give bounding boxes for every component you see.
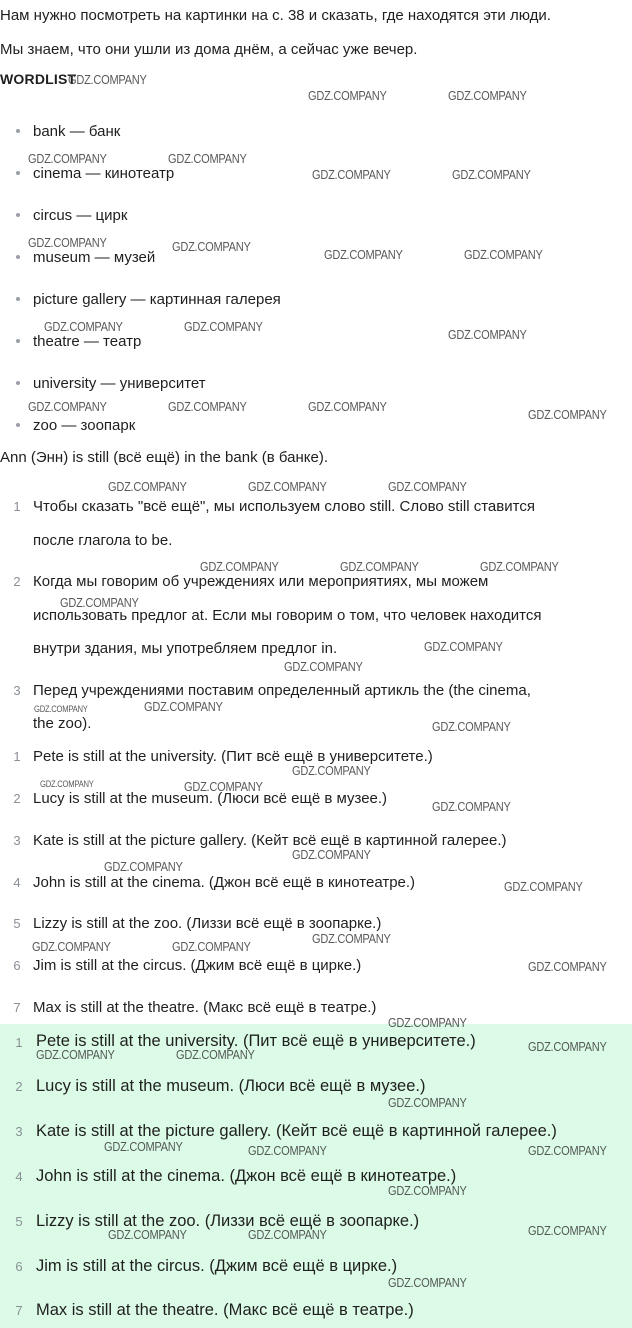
answer-text: Jim is still at the circus. (Джим всё ещё в цирке.): [33, 957, 362, 974]
watermark: GDZ.COMPANY: [168, 151, 247, 166]
watermark: GDZ.COMPANY: [448, 327, 527, 342]
bullet-icon: [16, 423, 20, 427]
watermark: GDZ.COMPANY: [528, 407, 607, 422]
watermark: GDZ.COMPANY: [184, 319, 263, 334]
watermark: GDZ.COMPANY: [60, 595, 139, 610]
answer-number: 2: [13, 791, 21, 806]
watermark: GDZ.COMPANY: [432, 719, 511, 734]
example-sentence: Ann (Энн) is still (всё ещё) in the bank (в банке).: [0, 449, 328, 466]
answer-number: 2: [15, 1079, 23, 1094]
solution-page: Нам нужно посмотреть на картинки на с. 38 и сказать, где находятся эти люди. Мы знаем, что они ушли из дома днём, а сейчас уже вечер. WORDLIST bank — банк cinema — кинотеатр circus — цирк museum — музей picture gallery — картинная галерея theatre — театр university — университет zoo — зоопарк Ann (Энн) is still (всё ещё) in the bank (в банке). 1 Чтобы сказать "всё ещё", мы используем слово still. Слово still ставится после глагола to be. 2 Когда мы говорим об учреждениях или мероприятиях, мы можем использовать предлог at. Если мы говорим о том, что человек находится внутри здания, мы употребляем предлог in. 3 Перед учреждениями поставим определенный артикль the (the cinema, the zoo). 1 Pete is still at the university. (Пит всё ещё в университете.) 2 Lucy is still at the museum. (Люси всё ещё в музее.) 3 Kate is still at the picture gallery. (Кейт всё ещё в картинной галерее.) 4 John is still at the cinema. (Джон всё ещё в кинотеатре.) 5 Lizzy is still at the zoo. (Лиззи всё ещё в зоопарке.) 6 Jim is still at the circus. (Джим всё ещё в цирке.) 7 Max is still at the theatre. (Макс всё ещё в театре.) 1 Pete is still at the university. (Пит всё ещё в университете.) 2 Lucy is still at the museum. (Люси всё ещё в музее.) 3 Kate is still at the picture gallery. (Кейт всё ещё в картинной галерее.) 4 John is still at the cinema. (Джон всё ещё в кинотеатре.) 5 Lizzy is still at the zoo. (Лиззи всё ещё в зоопарке.) 6 Jim is still at the circus. (Джим всё ещё в цирке.) 7 Max is still at the theatre. (Макс всё ещё в театре.) GDZ.COMPANY GDZ.COMPANY GDZ.COMPANY GDZ.COMPANY GDZ.COMPANY GDZ.COMPANY GDZ.COMPANY GDZ.COMPANY GDZ.COMPANY GDZ.COMPANY GDZ.COMPANY GDZ.COMPANY GDZ.COMPANY GDZ.COMPANY GDZ.COMPANY GDZ.COMPANY GDZ.COMPANY GDZ.COMPANY GDZ.COMPANY GDZ.COMPANY GDZ.COMPANY GDZ.COMPANY GDZ.COMPANY GDZ.COMPANY GDZ.COMPANY GDZ.COMPANY GDZ.COMPANY GDZ.COMPANY GDZ.COMPANY GDZ.COMPANY GDZ.COMPANY GDZ.COMPANY GDZ.COMPANY GDZ.COMPANY GDZ.COMPANY GDZ.COMPANY GDZ.COMPANY GDZ.COMPANY GDZ.COMPANY GDZ.COMPANY GDZ.COMPANY GDZ.COMPANY GDZ.COMPANY GDZ.COMPANY GDZ.COMPANY GDZ.COMPANY GDZ.COMPANY GDZ.COMPANY GDZ.COMPANY GDZ.COMPANY GDZ.COMPANY GDZ.COMPANY GDZ.COMPANY GDZ.COMPANY: [0, 0, 632, 1328]
watermark: GDZ.COMPANY: [452, 167, 531, 182]
watermark: GDZ.COMPANY: [28, 399, 107, 414]
watermark: GDZ.COMPANY: [312, 931, 391, 946]
watermark: GDZ.COMPANY: [480, 559, 559, 574]
watermark: GDZ.COMPANY: [184, 779, 263, 794]
watermark: GDZ.COMPANY: [388, 479, 467, 494]
intro-line-1: Нам нужно посмотреть на картинки на с. 38 и сказать, где находятся эти люди.: [0, 7, 551, 24]
watermark: GDZ.COMPANY: [200, 559, 279, 574]
answer-text: John is still at the cinema. (Джон всё ещё в кинотеатре.): [36, 1167, 457, 1185]
answer-text: Pete is still at the university. (Пит всё ещё в университете.): [33, 748, 433, 765]
answer-text: Lizzy is still at the zoo. (Лиззи всё ещё в зоопарке.): [33, 915, 382, 932]
bullet-icon: [16, 171, 20, 175]
answer-text: Max is still at the theatre. (Макс всё ещё в театре.): [36, 1301, 414, 1319]
watermark: GDZ.COMPANY: [308, 88, 387, 103]
watermark: GDZ.COMPANY: [432, 799, 511, 814]
watermark: GDZ.COMPANY: [44, 319, 123, 334]
rule-text: внутри здания, мы употребляем предлог in.: [33, 640, 338, 657]
wordlist-title: WORDLIST: [0, 71, 77, 87]
bullet-icon: [16, 213, 20, 217]
rule-text: the zoo).: [33, 715, 92, 732]
watermark: GDZ.COMPANY: [308, 399, 387, 414]
rule-text: использовать предлог at. Если мы говорим о том, что человек находится: [33, 607, 542, 624]
answer-number: 7: [15, 1303, 23, 1318]
answer-number: 4: [15, 1169, 23, 1184]
answer-text: Lucy is still at the museum. (Люси всё ещё в музее.): [36, 1077, 426, 1095]
answer-box: [0, 1024, 632, 1328]
answer-text: Lizzy is still at the zoo. (Лиззи всё ещё в зоопарке.): [36, 1212, 420, 1230]
watermark: GDZ.COMPANY: [424, 639, 503, 654]
rule-text: Перед учреждениями поставим определенный артикль the (the cinema,: [33, 682, 531, 699]
watermark: GDZ.COMPANY: [324, 247, 403, 262]
answer-number: 5: [13, 916, 21, 931]
intro-line-2: Мы знаем, что они ушли из дома днём, а сейчас уже вечер.: [0, 41, 418, 58]
watermark: GDZ.COMPANY: [312, 167, 391, 182]
watermark: GDZ.COMPANY: [284, 659, 363, 674]
answer-number: 7: [13, 1000, 21, 1015]
watermark: GDZ.COMPANY: [28, 235, 107, 250]
answer-number: 5: [15, 1214, 23, 1229]
bullet-icon: [16, 255, 20, 259]
watermark: GDZ.COMPANY: [388, 1275, 467, 1290]
rule-text: Чтобы сказать "всё ещё", мы используем слово still. Слово still ставится: [33, 498, 535, 515]
watermark: GDZ.COMPANY: [36, 1047, 115, 1062]
answer-text: Kate is still at the picture gallery. (Кейт всё ещё в картинной галерее.): [36, 1122, 557, 1140]
watermark: GDZ.COMPANY: [172, 939, 251, 954]
bullet-icon: [16, 339, 20, 343]
watermark: GDZ.COMPANY: [504, 879, 583, 894]
watermark: GDZ.COMPANY: [108, 479, 187, 494]
answer-text: Kate is still at the picture gallery. (Кейт всё ещё в картинной галерее.): [33, 832, 507, 849]
answer-number: 1: [15, 1035, 23, 1050]
answer-number: 3: [15, 1124, 23, 1139]
rule-text: после глагола to be.: [33, 532, 173, 549]
answer-text: Jim is still at the circus. (Джим всё ещё в цирке.): [36, 1257, 398, 1275]
watermark: GDZ.COMPANY: [144, 699, 223, 714]
watermark: GDZ.COMPANY: [292, 847, 371, 862]
bullet-icon: [16, 129, 20, 133]
rule-text: Когда мы говорим об учреждениях или мероприятиях, мы можем: [33, 573, 489, 590]
watermark: GDZ.COMPANY: [28, 151, 107, 166]
watermark: GDZ.COMPANY: [32, 939, 111, 954]
watermark: GDZ.COMPANY: [388, 1183, 467, 1198]
watermark: GDZ.COMPANY: [528, 1223, 607, 1238]
answer-number: 6: [13, 958, 21, 973]
watermark: GDZ.COMPANY: [388, 1095, 467, 1110]
watermark: GDZ.COMPANY: [68, 72, 147, 87]
answer-number: 4: [13, 875, 21, 890]
watermark: GDZ.COMPANY: [464, 247, 543, 262]
bullet-icon: [16, 297, 20, 301]
rule-number: 3: [13, 683, 21, 698]
rule-number: 1: [13, 499, 21, 514]
watermark: GDZ.COMPANY: [448, 88, 527, 103]
bullet-icon: [16, 381, 20, 385]
watermark: GDZ.COMPANY: [248, 479, 327, 494]
answer-text: Lucy is still at the museum. (Люси всё ещё в музее.): [33, 790, 388, 807]
rule-number: 2: [13, 574, 21, 589]
watermark: GDZ.COMPANY: [104, 859, 183, 874]
watermark: GDZ.COMPANY: [388, 1015, 467, 1030]
answer-number: 6: [15, 1259, 23, 1274]
watermark: GDZ.COMPANY: [172, 239, 251, 254]
watermark: GDZ.COMPANY: [176, 1047, 255, 1062]
watermark: GDZ.COMPANY: [168, 399, 247, 414]
answer-number: 3: [13, 833, 21, 848]
watermark: GDZ.COMPANY: [104, 1139, 183, 1154]
watermark: GDZ.COMPANY: [528, 959, 607, 974]
answer-text: John is still at the cinema. (Джон всё ещё в кинотеатре.): [33, 874, 416, 891]
watermark: GDZ.COMPANY: [292, 763, 371, 778]
answer-text: Pete is still at the university. (Пит всё ещё в университете.): [36, 1032, 476, 1050]
answer-number: 1: [13, 749, 21, 764]
answer-text: Max is still at the theatre. (Макс всё ещё в театре.): [33, 999, 377, 1016]
watermark: GDZ.COMPANY: [108, 1227, 187, 1242]
watermark: GDZ.COMPANY: [340, 559, 419, 574]
watermark: GDZ.COMPANY: [528, 1143, 607, 1158]
watermark: GDZ.COMPANY: [40, 779, 94, 789]
watermark: GDZ.COMPANY: [34, 704, 88, 714]
watermark: GDZ.COMPANY: [528, 1039, 607, 1054]
watermark: GDZ.COMPANY: [248, 1227, 327, 1242]
watermark: GDZ.COMPANY: [248, 1143, 327, 1158]
